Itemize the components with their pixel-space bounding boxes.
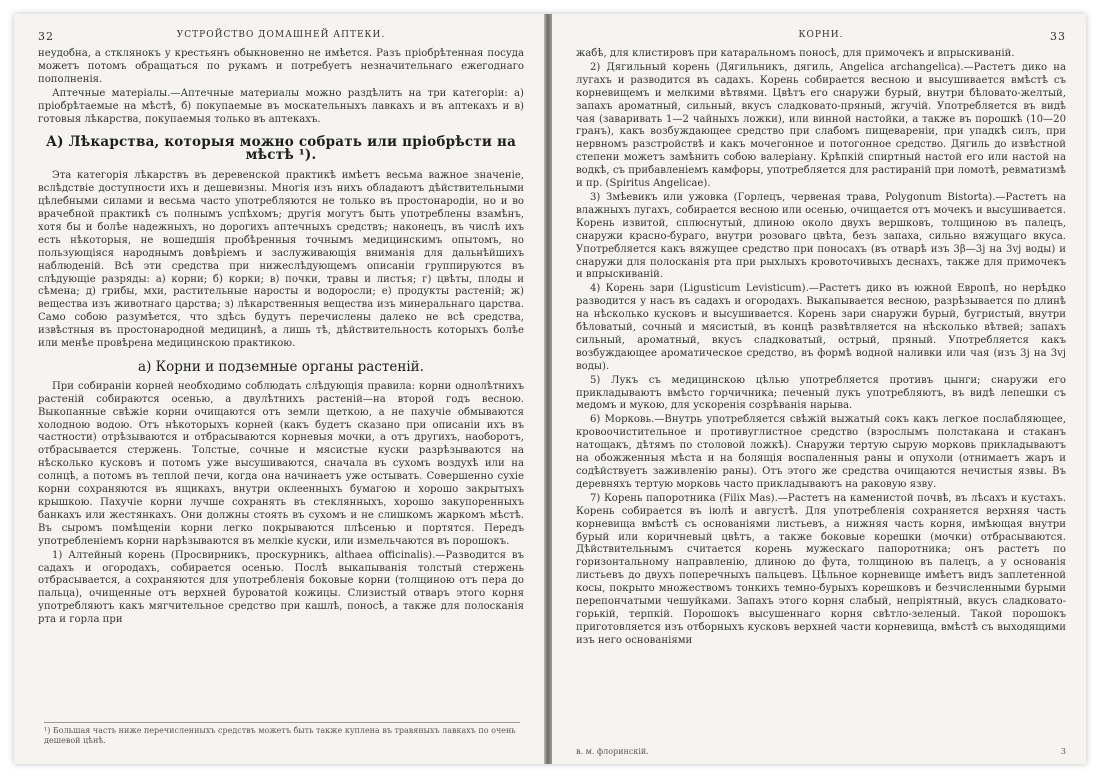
signature-number: 3 bbox=[1060, 747, 1066, 756]
paragraph: 4) Корень зари (Ligusticum Levisticum).—Растетъ дико въ южной Европѣ, но нерѣдко разводится у насъ въ садахъ и огородахъ. Выкапывается весною, разрѣзывается по длинѣ на нѣсколько кусковъ и высушивается. Корень зари снаружи бурый, бугристый, внутри бѣловатый, сочный и мясистый, въ концѣ развѣтвляется на нѣсколько вѣтвей; запахъ сильный, ароматный, вкусъ сладковатый, острый, пряный. Употребляется какъ возбуждающее ароматическое средство, въ формѣ водной наливки или чая (изъ 3j на 3vj воды). bbox=[576, 283, 1066, 372]
left-page-number: 32 bbox=[38, 30, 54, 43]
paragraph: Аптечные матеріалы.—Аптечные материалы можно раздѣлить на три категоріи: а) пріобрѣтаемые на мѣстѣ, б) покупаемые въ москательныхъ лавкахъ и въ аптекахъ и в) готовыя лѣкарства, покупаемыя только въ аптекахъ. bbox=[38, 87, 524, 125]
section-heading-a: А) Лѣкарства, которыя можно собрать или пріобрѣсти на мѣстѣ ¹). bbox=[45, 134, 517, 164]
right-page bbox=[552, 14, 1086, 764]
section-heading-roots: а) Корни и подземные органы растеній. bbox=[138, 358, 424, 375]
signature-line bbox=[576, 747, 1066, 756]
left-running-title: УСТРОЙСТВО ДОМАШНЕЙ АПТЕКИ. bbox=[176, 30, 386, 40]
paragraph: 1) Алтейный корень (Просвирникъ, проскурникъ, althaea officinalis).—Разводится въ садахъ и огородахъ, собирается осенью. Послѣ выкапыванія толстый стержень отбрасывается, а сохраняются для употребленія боковые корни (толщиною отъ пера до пальца), очищенные отъ верхней буроватой кожицы. Слизистый отваръ этого корня употребляютъ какъ мягчительное средство при кашлѣ, поносѣ, а также для полосканія рта и горла при bbox=[38, 549, 524, 626]
paragraph: 2) Дягильный корень (Дягильникъ, дягиль, Angelica archangelica).—Растетъ дико на лугахъ и разводится въ садахъ. Корень собирается весною и высушивается вмѣстѣ съ корневищемъ и мелкими вѣтвями. Цвѣтъ его снаружи бурый, внутри бѣловато-желтый, запахъ ароматный, сильный, вкусъ сладковато-пряный, жгучій. Употребляется въ видѣ чая (заваривать 1—2 чайныхъ ложки), или винной настойки, а также въ порошкѣ (10—20 гранъ), какъ возбуждающее средство при слабомъ пищевареніи, при упадкѣ силъ, при нервномъ разстройствѣ и какъ мочегонное и потогонное средство. Дягиль до извѣстной степени можетъ замѣнить собою валеріану. Крѣпкій спиртный настой его или настой на водкѣ, съ прибавленіемъ камфоры, употребляется для растираній при ломотѣ, ревматизмѣ и пр. (Spiritus Angelicae). bbox=[576, 61, 1066, 190]
right-running-title: КОРНИ. bbox=[798, 30, 844, 40]
footnote: ¹) Большая часть ниже перечисленныхъ средствъ можетъ быть также куплена въ травяныхъ лавкахъ по очень дешевой цѣнѣ. bbox=[44, 722, 520, 746]
book-gutter bbox=[544, 14, 552, 764]
paragraph: неудобна, а стклянокъ у крестьянъ обыкновенно не имѣется. Разъ пріобрѣтенная посуда можетъ потомъ обращаться по рукамъ и потребуетъ незначительнаго ежегоднаго пополненія. bbox=[38, 48, 524, 85]
left-page bbox=[14, 14, 544, 764]
signature-author: в. м. флоринскій. bbox=[576, 747, 649, 756]
paragraph: 5) Лукъ съ медицинскою цѣлью употребляется противъ цынги; снаружи его прикладываютъ вмѣсто горчичника; печеный лукъ употребляютъ, въ видѣ лепешки съ медомъ и мукою, для ускоренія созрѣванія нарыва. bbox=[576, 374, 1066, 412]
paragraph: При собираніи корней необходимо соблюдать слѣдующія правила: корни однолѣтнихъ растеній собираются осенью, а двулѣтнихъ растеній—на второй годъ весною. Выкопанные свѣжіе корни очищаются отъ земли щеткою, а не пахучіе обмываются холодною водою. Отъ нѣкоторыхъ корней (какъ будетъ сказано при описаніи ихъ въ частности) отрѣзываются и отбрасываются корневыя мочки, а отъ другихъ, наоборотъ, отбрасывается стержень. Толстые, сочные и мясистые куски разрѣзываются на нѣсколько кусковъ и потомъ уже высушиваются, сначала въ сухомъ воздухѣ или на солнцѣ, а потомъ въ теплой печи, когда она начинаетъ уже остывать. Совершенно сухіе корни сохраняются въ ящикахъ, внутри оклеенныхъ бумагою и хорошо закрытыхъ крышкою. Пахучіе корни лучше сохранять въ стеклянныхъ, хорошо закупоренныхъ банкахъ или жестянкахъ. Они должны стоять въ сухомъ и не слишкомъ жаркомъ мѣстѣ. Въ сыромъ помѣщеніи корни легко покрываются плѣсенью и портятся. Передъ употребленіемъ корни нарѣзываются въ мелкіе куски, или измельчаются въ порошокъ. bbox=[38, 380, 524, 547]
paragraph: 6) Морковь.—Внутрь употребляется свѣжій выжатый сокъ какъ легкое послабляющее, кровоочистительное и противуглистное средство (взрослымъ полстакана и стаканъ натощакъ, дѣтямъ по столовой ложкѣ). Снаружи тертую сырую морковь прикладываютъ на обожженныя мѣста и на болящія воспаленныя раны и опухоли (отнимаетъ жаръ и содѣйствуетъ заживленію раны). Отъ этого же средства очищаются нечистыя язвы. Въ деревняхъ тертую морковь часто прикладываютъ на раковую язву. bbox=[576, 414, 1066, 490]
paragraph: Эта категорія лѣкарствъ въ деревенской практикѣ имѣетъ весьма важное значеніе, вслѣдствіе доступности ихъ и дешевизны. Многія изъ нихъ обладаютъ дѣйствительными цѣлебными силами и весьма часто употребляются не только въ простонародіи, но и во врачебной практикѣ съ полнымъ успѣхомъ; другія могутъ быть употреблены взамѣнъ, хотя бы и болѣе надежныхъ, но дорогихъ аптечныхъ средствъ; наконецъ, въ числѣ ихъ есть нѣкоторыя, не вошедшія пробѣренныя точнымъ медицинскимъ опытомъ, но пользующіяся народнымъ довѣріемъ и заслуживающія вниманія для дальнѣйшихъ наблюденій. Всѣ эти средства при нижеслѣдующемъ описаніи группируются въ слѣдующіе разряды: а) корни; б) корки; в) почки, травы и листья; г) цвѣты, плоды и сѣмена; д) грибы, мхи, растительные наросты и водоросли; е) продукты растеній; ж) вещества изъ животнаго царства; з) лѣкарственныя вещества изъ минеральнаго царства. Само собою разумѣется, что здѣсь будутъ перечислены далеко не всѣ средства, извѣстныя въ простонародной медицинѣ, а лишь тѣ, дѣйствительность которыхъ болѣе или менѣе провѣрена медицинскою практикою. bbox=[38, 170, 524, 350]
paragraph: 7) Корень папоротника (Filix Mas).—Растетъ на каменистой почвѣ, въ лѣсахъ и кустахъ. Корень собирается въ іюлѣ и августѣ. Для употребленія сохраняется верхняя часть корневища вмѣстѣ съ основаніями листьевъ, а нижняя часть корня, имѣющая внутри бурый или коричневый цвѣтъ, а также боковые корешки (мочки) отбрасываются. Дѣйствительнымъ считается корень мужескаго папоротника; онъ растетъ по горизонтальному направленію, длиною до фута, толщиною въ палецъ, а у основанія листьевъ до двухъ поперечныхъ пальцевъ. Цѣльное корневище имѣетъ видъ заплетенной косы, покрыто множествомъ тонкихъ темно-бурыхъ корешковъ и безчисленными бурыми перепончатыми чешуйками. Запахъ этого корня слабый, непріятный, вкусъ сладковато-горькій, терпкій. Порошокъ высушеннаго корня свѣтло-зеленый. Такой порошокъ приготовляется изъ отборныхъ кусковъ верхней части корневища, вмѣстѣ съ выходящими изъ него основаніями bbox=[576, 492, 1066, 646]
right-page-number: 33 bbox=[1050, 30, 1066, 43]
right-page-body bbox=[576, 48, 1066, 742]
paragraph: 3) Змѣевикъ или ужовка (Горлецъ, червеная трава, Polygonum Bistorta).—Растетъ на влажныхъ лугахъ, собирается весною или осенью, очищается отъ мочекъ и высушивается. Корень извитой, сплюснутый, длиною около двухъ вершковъ, толщиною въ палецъ, снаружи красно-бураго, внутри розоваго цвѣта, безъ запаха, сильно вяжущаго вкуса. Употребляется какъ вяжущее средство при поносахъ (въ отварѣ изъ 3β—3j на 3vj воды) и снаружи для полосканія рта при рыхлыхъ кровоточивыхъ деснахъ, также для примочекъ и впрыскиваній. bbox=[576, 191, 1066, 281]
book-spread bbox=[14, 14, 1086, 764]
left-page-body bbox=[38, 48, 524, 730]
paragraph: жабѣ, для клистировъ при катаральномъ поносѣ, для примочекъ и впрыскиваній. bbox=[576, 48, 1015, 59]
right-page-header bbox=[576, 30, 1066, 44]
left-page-header bbox=[38, 30, 524, 44]
